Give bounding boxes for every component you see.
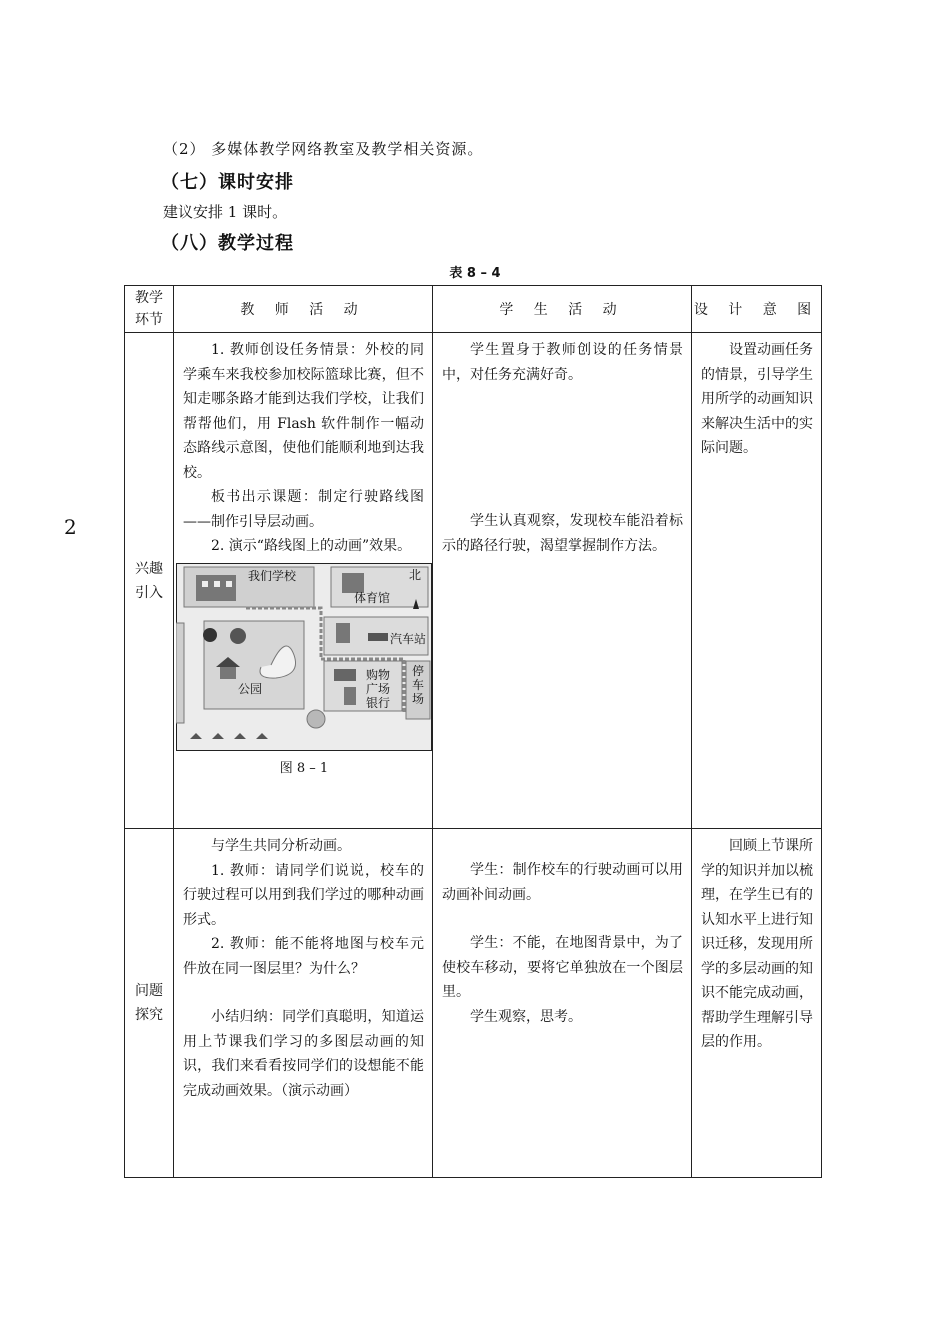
map-label-gym: 体育馆 — [354, 590, 391, 605]
lesson-table — [124, 285, 822, 1178]
stage-cell: 问题 探究 — [125, 829, 174, 1178]
student-cell: 学生：制作校车的行驶动画可以用动画补间动画。 学生：不能，在地图背景中，为了使校车移动，要将它单独放在一个图层里。 学生观察，思考。 — [433, 829, 692, 1178]
header-student: 学 生 活 动 — [433, 286, 692, 333]
stage-cell: 兴趣 引入 — [125, 333, 174, 829]
table-header-row — [125, 286, 822, 333]
map-label-north: 北 — [409, 567, 422, 582]
heading-schedule: （七）课时安排 — [161, 172, 294, 193]
header-design: 设 计 意 图 — [692, 286, 822, 333]
map-label-parking-1: 停 — [412, 663, 425, 678]
map-label-bank: 银行 — [366, 695, 391, 710]
page-number: 2 — [64, 515, 77, 539]
student-cell: 学生置身于教师创设的任务情景中，对任务充满好奇。 学生认真观察，发现校车能沿着标示的路径行驶，渴望掌握制作方法。 — [433, 333, 692, 829]
heading-process: （八）教学过程 — [161, 233, 294, 254]
map-label-park: 公园 — [238, 681, 263, 696]
schedule-text: 建议安排 1 课时。 — [163, 203, 288, 221]
table-row — [125, 829, 822, 1178]
figure-caption: 图 8 – 1 — [279, 760, 329, 776]
teacher-cell: 1. 教师创设任务情景：外校的同学乘车来我校参加校际篮球比赛，但不知走哪条路才能到达我们学校，让我们帮帮他们，用 Flash 软件制作一幅动态路线示意图，使他们能顺利地到达我校。 板书出示课题：制定行驶路线图——制作引导层动画。 2. 演示“路线图上的动画”效果。 我们学校 体育馆 北 汽车站 公园 购物 广场 银行 停 车 场 图 8 – 1 — [174, 333, 433, 829]
map-label-school: 我们学校 — [248, 568, 297, 583]
resources-line: （2） 多媒体教学网络教室及教学相关资源。 — [163, 140, 484, 158]
header-teacher: 教 师 活 动 — [174, 286, 433, 333]
teacher-cell: 与学生共同分析动画。 1. 教师：请同学们说说，校车的行驶过程可以用到我们学过的哪种动画形式。 2. 教师：能不能将地图与校车元件放在同一图层里？为什么？ 小结归纳：同学们真聪明，知道运用上节课我们学习的多图层动画的知识，我们来看看按同学们的设想能不能完成动画效果。（演示动画） — [174, 829, 433, 1178]
map-label-mall-1: 购物 — [366, 667, 391, 682]
map-label-bus-station: 汽车站 — [390, 631, 427, 646]
map-label-parking-2: 车 — [412, 677, 425, 692]
table-caption: 表 8 – 4 — [449, 266, 501, 281]
table-row — [125, 333, 822, 829]
map-label-mall-2: 广场 — [366, 681, 391, 696]
map-label-parking-3: 场 — [412, 691, 425, 706]
header-stage: 教学 环节 — [125, 286, 174, 333]
design-cell: 回顾上节课所学的知识并加以梳理，在学生已有的认知水平上进行知识迁移，发现用所学的多层动画的知识不能完成动画，帮助学生理解引导层的作用。 — [692, 829, 822, 1178]
design-cell: 设置动画任务的情景，引导学生用所学的动画知识来解决生活中的实际问题。 — [692, 333, 822, 829]
route-map — [176, 563, 432, 751]
